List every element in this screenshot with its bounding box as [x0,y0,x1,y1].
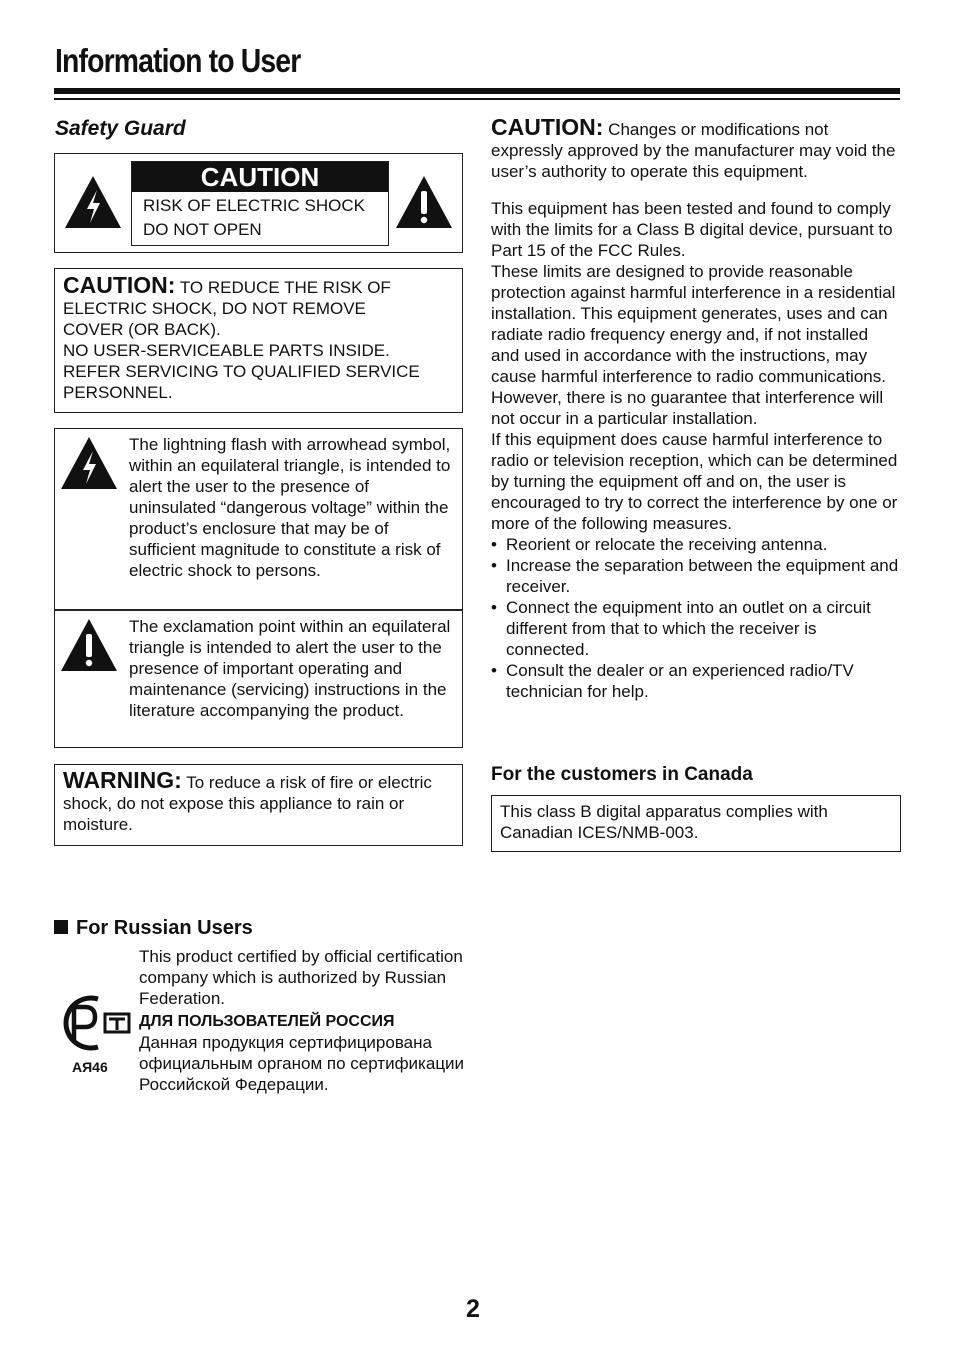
russian-cyrillic-text: Данная продукция сертифицирована официальным органом по сертификации Российской Федерации. [139,1033,465,1094]
list-item: • Reorient or relocate the receiving antenna. [491,534,900,555]
safety-guard-heading: Safety Guard [55,117,186,140]
exclamation-warning-icon [59,617,119,673]
fcc-statement [491,198,900,702]
canada-compliance-box: This class B digital apparatus complies with Canadian ICES/NMB-003. [491,795,901,852]
warning-notice [54,764,463,846]
fcc-caution [491,114,900,182]
warning-lead: WARNING: [63,767,182,793]
canada-heading: For the customers in Canada [491,764,753,785]
certification-code: АЯ46 [72,1059,108,1075]
fcc-caution-lead: CAUTION: [491,114,604,140]
warning-body: To reduce a risk of fire or electric shock, do not expose this appliance to rain or moisture. [63,773,432,834]
header-rule-thin [54,98,900,100]
fcc-paragraph: This equipment has been tested and found to comply with the limits for a Class B digital device, pursuant to Part 15 of the FCC Rules. [491,199,893,260]
lightning-explanation [55,429,462,609]
caution-label [54,153,463,253]
lightning-warning-icon [59,435,119,491]
fcc-paragraph: If this equipment does cause harmful interference to radio or television reception, which can be determined by turning the equipment off and on, the user is encouraged to try to correct the interference by one or more of the following measures. [491,430,898,533]
fcc-paragraph: However, there is no guarantee that interference will not occur in a particular installation. [491,388,884,428]
russian-users-heading-text: For Russian Users [76,917,253,939]
caution-notice-text [63,272,454,403]
caution-body: TO REDUCE THE RISK OF ELECTRIC SHOCK, DO NOT REMOVE COVER (OR BACK). NO USER-SERVICEABLE PARTS INSIDE. REFER SERVICING TO QUALIFIED SERVICE PERSONNEL. [63,278,420,402]
caution-label-line2: DO NOT OPEN [143,220,262,239]
lightning-warning-icon [63,174,123,230]
list-item: • Consult the dealer or an experienced radio/TV technician for help. [491,660,900,702]
header-rule [54,88,900,94]
exclamation-warning-icon [394,174,454,230]
symbol-explanations [54,428,463,748]
list-item: • Connect the equipment into an outlet on a circuit different from that to which the receiver is connected. [491,597,900,660]
lightning-explanation-text: The lightning flash with arrowhead symbol, within an equilateral triangle, is intended to alert the user to the presence of uninsulated “dangerous voltage” within the product’s enclosure that may be of sufficient magnitude to constitute a risk of electric shock to persons. [129,435,451,580]
square-bullet-icon [54,920,68,934]
caution-label-title: CAUTION [132,162,388,192]
russian-users-text [139,946,469,1095]
caution-lead: CAUTION: [63,272,176,298]
caution-label-line1: RISK OF ELECTRIC SHOCK [143,196,365,215]
fcc-caution-body: Changes or modifications not expressly approved by the manufacturer may void the user’s authority to operate this equipment. [491,120,896,181]
fcc-paragraph: These limits are designed to provide reasonable protection against harmful interference in a residential installation. This equipment generates, uses and can radiate radio frequency energy and, if not installed and used in accordance with the instructions, may cause harmful interference to radio communications. [491,262,896,386]
list-item: • Increase the separation between the equipment and receiver. [491,555,900,597]
russian-subheading: ДЛЯ ПОЛЬЗОВАТЕЛЕЙ РОССИЯ [139,1013,395,1030]
caution-notice [54,268,463,413]
russian-users-heading [54,917,253,940]
gost-r-certification-logo [58,994,132,1054]
exclamation-explanation-text: The exclamation point within an equilateral triangle is intended to alert the user to the presence of important operating and maintenance (servicing) instructions in the literature accompanying the product. [129,617,451,720]
warning-notice-text [63,767,454,835]
russian-english-text: This product certified by official certification company which is authorized by Russian Federation. [139,947,463,1008]
caution-label-panel [131,161,389,246]
fcc-measures-list [491,534,900,702]
exclamation-explanation [55,610,462,749]
page-title: Information to User [55,42,301,79]
page-number: 2 [466,1295,480,1323]
